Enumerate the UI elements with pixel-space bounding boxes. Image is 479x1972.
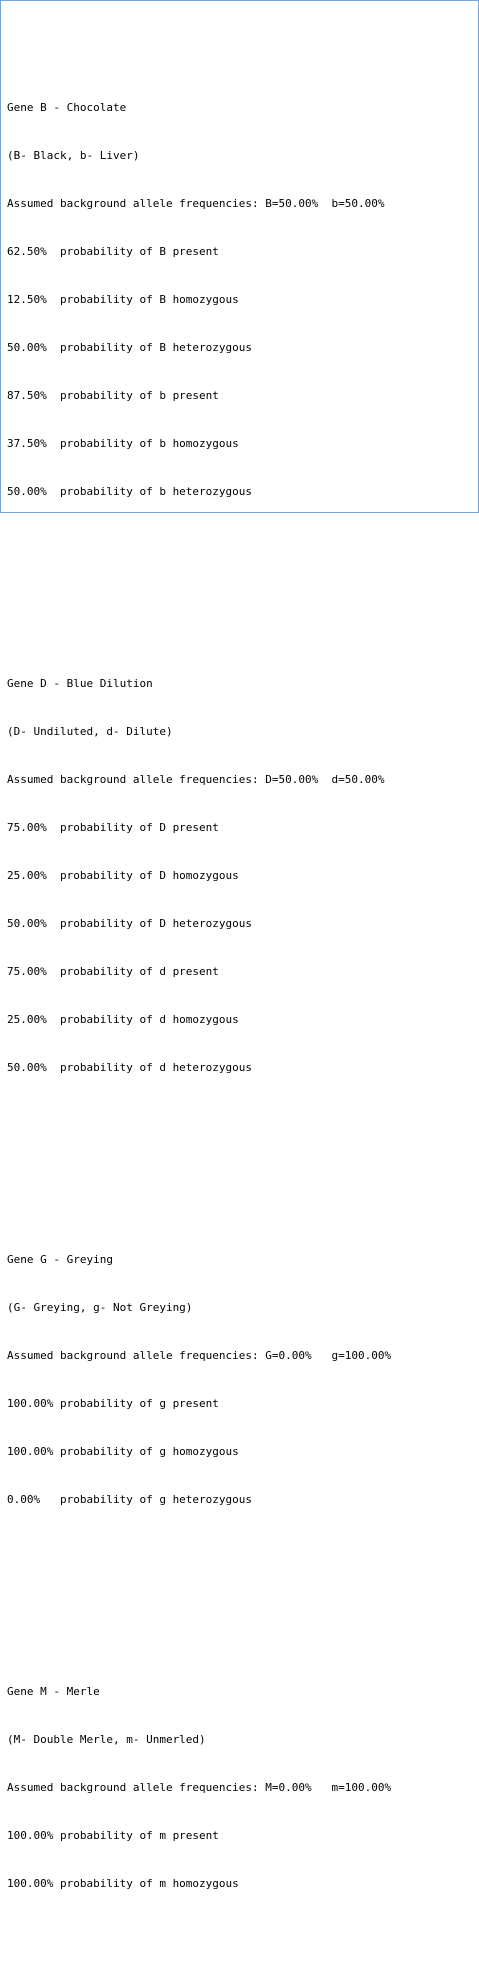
gene-title: Gene B - Chocolate [7, 101, 127, 114]
probability-row: 25.00% probability of D homozygous [7, 869, 239, 882]
probability-row: 100.00% probability of g present [7, 1397, 219, 1410]
results-text[interactable] [7, 4, 475, 1972]
probability-row: 100.00% probability of m present [7, 1829, 219, 1842]
gene-section-d [7, 644, 475, 1108]
gene-section-g [7, 1220, 475, 1540]
probability-row: 25.00% probability of d homozygous [7, 1013, 239, 1026]
probability-row: 50.00% probability of d heterozygous [7, 1061, 253, 1074]
section-spacer [7, 564, 475, 580]
gene-background-frequencies: Assumed background allele frequencies: D=50.00% d=50.00% [7, 773, 385, 786]
gene-background-frequencies: Assumed background allele frequencies: G=0.00% g=100.00% [7, 1349, 392, 1362]
gene-alleles: (M- Double Merle, m- Unmerled) [7, 1733, 206, 1746]
gene-title: Gene M - Merle [7, 1685, 100, 1698]
gene-title: Gene D - Blue Dilution [7, 677, 153, 690]
probability-row: 100.00% probability of m homozygous [7, 1877, 239, 1890]
gene-section-b [7, 68, 475, 532]
gene-title: Gene G - Greying [7, 1253, 113, 1266]
gene-section-m [7, 1652, 475, 1924]
probability-row: 50.00% probability of D heterozygous [7, 917, 253, 930]
probability-row: 75.00% probability of D present [7, 821, 219, 834]
probability-row: 50.00% probability of b heterozygous [7, 485, 253, 498]
probability-row: 100.00% probability of g homozygous [7, 1445, 239, 1458]
probability-row: 50.00% probability of B heterozygous [7, 341, 253, 354]
probability-row: 62.50% probability of B present [7, 245, 219, 258]
gene-background-frequencies: Assumed background allele frequencies: B=50.00% b=50.00% [7, 197, 385, 210]
section-spacer [7, 1140, 475, 1156]
section-spacer [7, 1572, 475, 1588]
gene-alleles: (D- Undiluted, d- Dilute) [7, 725, 173, 738]
gene-background-frequencies: Assumed background allele frequencies: M=0.00% m=100.00% [7, 1781, 392, 1794]
probability-row: 75.00% probability of d present [7, 965, 219, 978]
gene-alleles: (B- Black, b- Liver) [7, 149, 140, 162]
probability-row: 87.50% probability of b present [7, 389, 219, 402]
probability-row: 37.50% probability of b homozygous [7, 437, 239, 450]
gene-alleles: (G- Greying, g- Not Greying) [7, 1301, 193, 1314]
probability-row: 12.50% probability of B homozygous [7, 293, 239, 306]
probability-row: 0.00% probability of g heterozygous [7, 1493, 253, 1506]
